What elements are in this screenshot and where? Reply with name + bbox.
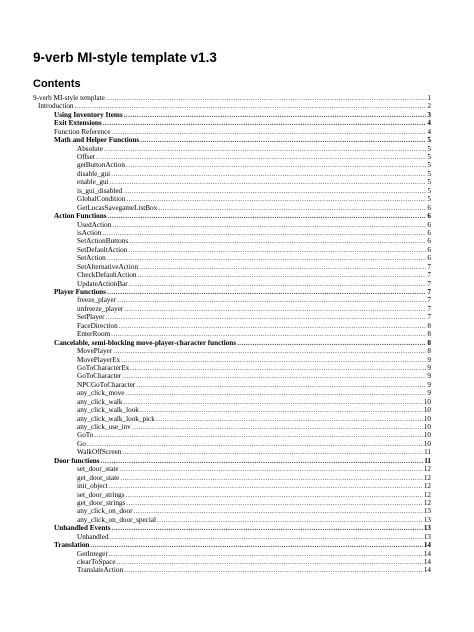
toc-entry-title: any_click_walk_look_pick <box>77 414 155 423</box>
toc-entry-title: set_door_state <box>77 465 119 474</box>
toc-entry-title: Function Reference <box>54 127 111 136</box>
toc-entry[interactable] <box>33 474 431 482</box>
toc-dot-leader <box>126 491 423 499</box>
toc-entry-page: 7 <box>427 304 431 313</box>
toc-entry-page: 5 <box>427 178 431 187</box>
toc-entry-title: SetActionButtons <box>77 237 129 246</box>
toc-entry-page: 12 <box>423 465 431 474</box>
toc-entry-title: TranslateAction <box>77 566 124 575</box>
toc-entry-title: any_click_move <box>77 389 125 398</box>
toc-entry-title: UsedAction <box>77 220 112 229</box>
toc-entry-title: GetLucasSavegameListBox <box>77 203 158 212</box>
toc-entry[interactable] <box>33 567 431 575</box>
toc-entry[interactable] <box>33 280 431 288</box>
toc-entry-page: 5 <box>427 136 431 145</box>
toc-entry[interactable] <box>33 457 431 465</box>
toc-entry-page: 14 <box>423 541 431 550</box>
toc-dot-leader <box>120 465 423 473</box>
toc-entry-title: Absolute <box>77 144 103 153</box>
toc-entry-page: 6 <box>427 212 431 221</box>
toc-entry[interactable] <box>33 313 431 321</box>
toc-dot-leader <box>126 195 426 203</box>
toc-entry-page: 4 <box>427 119 431 128</box>
toc-entry-title: Door functions <box>54 456 100 465</box>
toc-dot-leader <box>107 288 426 296</box>
toc-entry-title: Unhandled Events <box>54 524 111 533</box>
contents-heading: Contents <box>33 78 81 90</box>
toc-dot-leader <box>132 423 423 431</box>
toc-entry[interactable] <box>33 204 431 212</box>
toc-dot-leader <box>120 474 422 482</box>
toc-dot-leader <box>87 440 423 448</box>
toc-entry-page: 8 <box>427 347 431 356</box>
toc-dot-leader <box>109 550 423 558</box>
toc-entry-title: GetInteger <box>77 549 108 558</box>
toc-entry-page: 6 <box>427 220 431 229</box>
toc-entry-title: MovePlayer <box>77 347 113 356</box>
toc-dot-leader <box>122 448 423 456</box>
toc-entry-title: set_door_strings <box>77 490 125 499</box>
toc-entry-title: SetPlayer <box>77 313 105 322</box>
toc-entry[interactable] <box>33 297 431 305</box>
toc-dot-leader <box>156 415 423 423</box>
toc-entry-title: 9-verb MI-style template <box>33 93 105 102</box>
toc-entry-page: 9 <box>427 372 431 381</box>
toc-entry-page: 8 <box>427 321 431 330</box>
toc-entry-title: Action Functions <box>54 212 107 221</box>
toc-entry[interactable] <box>33 330 431 338</box>
toc-entry-page: 12 <box>423 498 431 507</box>
toc-entry-page: 7 <box>427 279 431 288</box>
toc-entry[interactable] <box>33 524 431 532</box>
toc-entry-title: Translation <box>54 541 90 550</box>
toc-dot-leader <box>129 237 426 245</box>
toc-entry-page: 13 <box>423 515 431 524</box>
toc-entry[interactable] <box>33 254 431 262</box>
toc-entry-page: 11 <box>424 448 431 457</box>
toc-entry[interactable] <box>33 448 431 456</box>
toc-dot-leader <box>96 153 427 161</box>
toc-dot-leader <box>117 558 423 566</box>
toc-dot-leader <box>157 516 423 524</box>
toc-dot-leader <box>137 271 426 279</box>
toc-entry[interactable] <box>33 406 431 414</box>
toc-dot-leader <box>126 161 426 169</box>
toc-dot-leader <box>111 330 426 338</box>
toc-entry-page: 12 <box>423 482 431 491</box>
toc-entry-title: Unhandled <box>77 532 109 541</box>
toc-entry[interactable] <box>33 432 431 440</box>
toc-entry-title: isAction <box>77 228 102 237</box>
toc-dot-leader <box>124 305 426 313</box>
toc-entry-page: 6 <box>427 254 431 263</box>
toc-entry[interactable] <box>33 246 431 254</box>
toc-entry-title: GoToCharacter <box>77 372 122 381</box>
toc-entry-title: any_click_walk <box>77 397 123 406</box>
toc-dot-leader <box>107 254 427 262</box>
toc-dot-leader <box>110 178 427 186</box>
toc-entry-title: Player Functions <box>54 288 106 297</box>
toc-dot-leader <box>110 533 423 541</box>
toc-entry[interactable] <box>33 347 431 355</box>
toc-entry-title: UpdateActionBar <box>77 279 128 288</box>
toc-dot-leader <box>140 136 426 144</box>
toc-dot-leader <box>106 313 427 321</box>
toc-entry-title: FaceDirection <box>77 321 118 330</box>
toc-entry-title: MovePlayerEx <box>77 355 121 364</box>
toc-entry[interactable] <box>33 389 431 397</box>
toc-entry[interactable] <box>33 372 431 380</box>
toc-entry[interactable] <box>33 221 431 229</box>
toc-entry-page: 9 <box>427 380 431 389</box>
toc-dot-leader <box>124 111 427 119</box>
toc-entry[interactable] <box>33 440 431 448</box>
toc-entry-title: enable_gui <box>77 178 109 187</box>
toc-entry-page: 12 <box>423 473 431 482</box>
toc-entry-page: 5 <box>427 144 431 153</box>
toc-entry-title: SetAlternativeAction <box>77 262 139 271</box>
toc-entry[interactable] <box>33 381 431 389</box>
toc-entry-page: 7 <box>427 313 431 322</box>
toc-entry[interactable] <box>33 533 431 541</box>
toc-dot-leader <box>140 406 423 414</box>
toc-dot-leader <box>124 398 423 406</box>
toc-entry-title: WalkOffScreen <box>77 448 122 457</box>
toc-entry-title: CheckDefaultAction <box>77 271 137 280</box>
toc-dot-leader <box>94 431 423 439</box>
toc-entry-title: getButtonAction <box>77 161 125 170</box>
toc-entry[interactable] <box>33 153 431 161</box>
toc-entry[interactable] <box>33 195 431 203</box>
toc-entry-page: 8 <box>427 330 431 339</box>
toc-entry[interactable] <box>33 111 431 119</box>
toc-entry-page: 3 <box>427 110 431 119</box>
toc-entry[interactable] <box>33 339 431 347</box>
toc-entry-title: Introduction <box>38 102 74 111</box>
toc-entry[interactable] <box>33 187 431 195</box>
toc-dot-leader <box>134 507 423 515</box>
toc-entry[interactable] <box>33 499 431 507</box>
toc-dot-leader <box>123 187 426 195</box>
table-of-contents <box>33 94 431 575</box>
toc-dot-leader <box>117 296 426 304</box>
toc-entry-page: 2 <box>427 102 431 111</box>
toc-entry[interactable] <box>33 507 431 515</box>
toc-entry-page: 14 <box>423 566 431 575</box>
toc-entry[interactable] <box>33 558 431 566</box>
toc-entry-page: 10 <box>423 423 431 432</box>
toc-entry-page: 10 <box>423 406 431 415</box>
toc-entry[interactable] <box>33 178 431 186</box>
toc-entry-title: Cancelable, semi-blocking move-player-character functions <box>54 338 237 347</box>
toc-entry-page: 9 <box>427 363 431 372</box>
toc-entry-page: 12 <box>423 490 431 499</box>
toc-entry-page: 13 <box>423 524 431 533</box>
toc-entry-page: 5 <box>427 169 431 178</box>
toc-entry-title: disable_gui <box>77 169 111 178</box>
toc-dot-leader <box>139 263 426 271</box>
toc-entry-title: clearToSpace <box>77 558 116 567</box>
toc-entry-page: 10 <box>423 414 431 423</box>
toc-entry[interactable] <box>33 162 431 170</box>
toc-entry-title: freeze_player <box>77 296 117 305</box>
toc-entry-title: any_click_walk_look <box>77 406 139 415</box>
toc-entry-page: 9 <box>427 389 431 398</box>
toc-entry[interactable] <box>33 322 431 330</box>
toc-entry[interactable] <box>33 423 431 431</box>
toc-entry-title: init_object <box>77 482 108 491</box>
toc-entry[interactable] <box>33 516 431 524</box>
toc-dot-leader <box>124 566 423 574</box>
toc-entry-title: Math and Helper Functions <box>54 136 140 145</box>
toc-entry-title: GlobalCondition <box>77 195 126 204</box>
toc-entry-page: 7 <box>427 288 431 297</box>
toc-entry-page: 11 <box>424 456 431 465</box>
toc-entry-page: 14 <box>423 549 431 558</box>
toc-dot-leader <box>126 499 423 507</box>
toc-entry[interactable] <box>33 128 431 136</box>
toc-entry[interactable] <box>33 356 431 364</box>
toc-entry[interactable] <box>33 550 431 558</box>
toc-entry[interactable] <box>33 491 431 499</box>
toc-dot-leader <box>119 322 427 330</box>
toc-entry-page: 10 <box>423 431 431 440</box>
toc-entry[interactable] <box>33 415 431 423</box>
toc-entry-page: 6 <box>427 245 431 254</box>
toc-entry[interactable] <box>33 288 431 296</box>
toc-dot-leader <box>237 339 426 347</box>
toc-entry-title: any_click_use_inv <box>77 423 131 432</box>
toc-dot-leader <box>122 372 426 380</box>
toc-entry-page: 9 <box>427 355 431 364</box>
toc-entry[interactable] <box>33 102 431 110</box>
toc-entry-page: 5 <box>427 161 431 170</box>
toc-entry[interactable] <box>33 364 431 372</box>
toc-entry-title: is_gui_disabled <box>77 186 123 195</box>
toc-dot-leader <box>103 119 427 127</box>
toc-dot-leader <box>112 524 423 532</box>
toc-entry-title: NPCGoToCharacter <box>77 380 136 389</box>
toc-entry[interactable] <box>33 229 431 237</box>
toc-entry-page: 5 <box>427 195 431 204</box>
toc-entry[interactable] <box>33 465 431 473</box>
toc-entry-title: Offset <box>77 153 95 162</box>
toc-entry[interactable] <box>33 305 431 313</box>
toc-entry-page: 14 <box>423 558 431 567</box>
toc-entry-page: 13 <box>423 507 431 516</box>
toc-entry-page: 13 <box>423 532 431 541</box>
toc-entry-page: 6 <box>427 237 431 246</box>
toc-entry-page: 5 <box>427 153 431 162</box>
toc-dot-leader <box>111 128 426 136</box>
toc-entry-title: GoTo <box>77 431 94 440</box>
toc-dot-leader <box>128 246 426 254</box>
toc-entry[interactable] <box>33 271 431 279</box>
toc-entry-page: 10 <box>423 439 431 448</box>
toc-entry-title: any_click_on_door_special <box>77 515 157 524</box>
toc-entry-page: 6 <box>427 203 431 212</box>
toc-dot-leader <box>109 482 423 490</box>
toc-entry-page: 7 <box>427 271 431 280</box>
toc-entry-title: SetAction <box>77 254 106 263</box>
toc-entry-page: 10 <box>423 397 431 406</box>
toc-entry[interactable] <box>33 212 431 220</box>
toc-dot-leader <box>112 221 426 229</box>
toc-entry[interactable] <box>33 541 431 549</box>
toc-entry-page: 4 <box>427 127 431 136</box>
toc-entry-title: any_click_on_door <box>77 507 133 516</box>
toc-dot-leader <box>136 381 426 389</box>
toc-dot-leader <box>75 102 427 110</box>
toc-entry[interactable] <box>33 94 431 102</box>
toc-entry-page: 6 <box>427 228 431 237</box>
toc-dot-leader <box>158 204 426 212</box>
toc-entry[interactable] <box>33 237 431 245</box>
toc-dot-leader <box>129 280 427 288</box>
toc-dot-leader <box>113 347 426 355</box>
toc-entry-page: 7 <box>427 262 431 271</box>
toc-dot-leader <box>104 145 426 153</box>
toc-entry-page: 8 <box>427 338 431 347</box>
toc-dot-leader <box>111 170 426 178</box>
toc-entry[interactable] <box>33 136 431 144</box>
toc-entry[interactable] <box>33 119 431 127</box>
toc-dot-leader <box>106 94 427 102</box>
toc-dot-leader <box>102 229 426 237</box>
toc-entry-page: 7 <box>427 296 431 305</box>
toc-entry[interactable] <box>33 170 431 178</box>
toc-entry-title: unfreeze_player <box>77 304 124 313</box>
toc-dot-leader <box>108 212 427 220</box>
toc-entry-title: get_door_strings <box>77 498 126 507</box>
toc-dot-leader <box>90 541 422 549</box>
toc-entry-page: 5 <box>427 186 431 195</box>
toc-entry-title: GoToCharacterEx <box>77 363 130 372</box>
toc-entry[interactable] <box>33 482 431 490</box>
toc-entry-title: Using Inventory Items <box>54 110 123 119</box>
toc-dot-leader <box>126 389 427 397</box>
toc-entry-title: SetDefaultAction <box>77 245 128 254</box>
toc-entry[interactable] <box>33 263 431 271</box>
toc-entry-title: Exit Extensions <box>54 119 102 128</box>
toc-dot-leader <box>130 364 426 372</box>
toc-entry-page: 1 <box>427 93 431 102</box>
toc-dot-leader <box>121 356 426 364</box>
toc-entry-title: Go <box>77 439 86 448</box>
toc-dot-leader <box>101 457 424 465</box>
document-title: 9-verb MI-style template v1.3 <box>33 50 217 65</box>
toc-entry[interactable] <box>33 145 431 153</box>
toc-entry-title: EnterRoom <box>77 330 111 339</box>
toc-entry[interactable] <box>33 398 431 406</box>
toc-entry-title: get_door_state <box>77 473 120 482</box>
